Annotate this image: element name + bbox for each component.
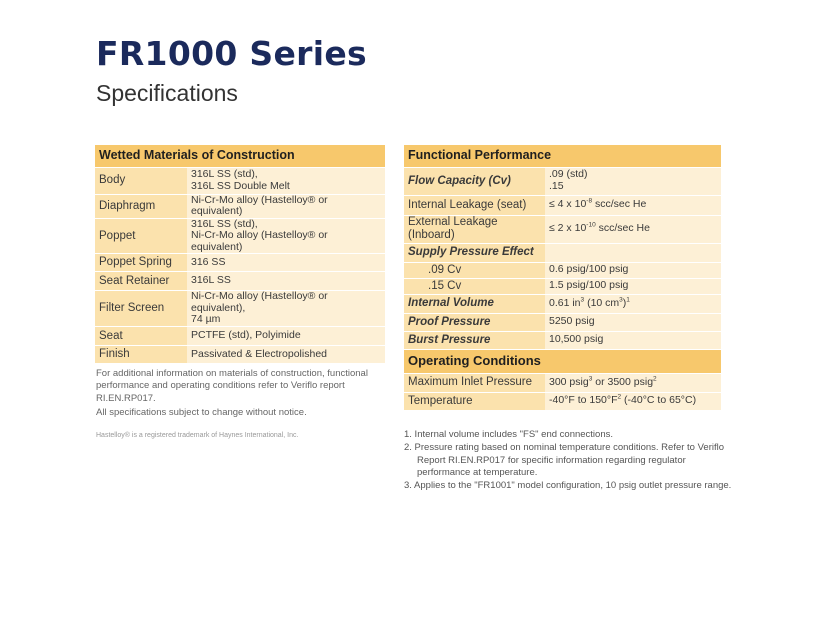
table-row <box>404 294 721 313</box>
row-value <box>545 294 721 313</box>
trademark-note: Hastelloy® is a registered trademark of Haynes International, Inc. <box>96 432 299 439</box>
row-value <box>545 392 721 410</box>
row-value <box>545 373 721 392</box>
table-row <box>404 167 721 195</box>
value-exponent: 3 <box>580 296 585 304</box>
row-value: 10,500 psig <box>545 331 721 349</box>
row-label: Seat <box>95 326 187 345</box>
table-header-row <box>95 145 385 167</box>
row-label: Maximum Inlet Pressure <box>404 373 545 392</box>
row-value: 316L SS (std), Ni-Cr-Mo alloy (Hastelloy® or equivalent) <box>187 218 385 254</box>
value-text: ≤ 4 x 10 <box>549 198 587 211</box>
page-title: FR1000 Series <box>96 34 367 73</box>
row-label: .09 Cv <box>404 262 545 278</box>
value-text: or 3500 psig <box>592 375 654 388</box>
change-notice: All specifications subject to change without notice. <box>96 407 307 418</box>
row-value: 0.6 psig/100 psig <box>545 262 721 278</box>
footnote-item: 2. Pressure rating based on nominal temperature conditions. Refer to Veriflo Report RI.EN.RP017 for specific information regarding regulator performance at temperature. <box>404 442 725 479</box>
value-text: 0.61 in <box>549 296 581 309</box>
operating-conditions-header: Operating Conditions <box>404 349 721 373</box>
footnotes-list <box>404 429 734 494</box>
row-label: Temperature <box>404 392 545 410</box>
row-value: Passivated & Electropolished <box>187 345 385 363</box>
row-value: 316L SS (std), 316L SS Double Melt <box>187 167 385 194</box>
value-text: (-40°C to 65°C) <box>621 394 697 407</box>
row-value: PCTFE (std), Polyimide <box>187 326 385 345</box>
table-row <box>95 167 385 194</box>
row-value: 316 SS <box>187 254 385 272</box>
table-row <box>404 331 721 349</box>
value-text: ≤ 2 x 10 <box>549 222 587 235</box>
additional-info-note: For additional information on materials of construction, functional performance and operating conditions refer to Veriflo report RI.EN.RP017. <box>96 368 368 404</box>
row-label: .15 Cv <box>404 278 545 294</box>
row-label: Poppet <box>95 218 187 254</box>
row-label: Filter Screen <box>95 291 187 327</box>
value-exponent: 3 <box>619 296 623 304</box>
table-row <box>404 392 721 410</box>
value-exponent: -8 <box>586 197 593 205</box>
table-row <box>404 262 721 278</box>
value-text: ) <box>622 296 627 309</box>
value-text: -40°F to 150°F <box>549 394 618 407</box>
functional-performance-table <box>404 145 721 411</box>
row-value: 1.5 psig/100 psig <box>545 278 721 294</box>
footnote-ref: 3 <box>588 375 593 383</box>
row-value <box>545 195 721 215</box>
row-label: Diaphragm <box>95 194 187 218</box>
wetted-materials-header: Wetted Materials of Construction <box>95 145 385 167</box>
table-row <box>404 215 721 243</box>
table-row <box>95 194 385 218</box>
row-label: Seat Retainer <box>95 272 187 291</box>
table-row <box>95 326 385 345</box>
row-value: .09 (std) .15 <box>545 167 721 195</box>
row-label: External Leakage (Inboard) <box>404 215 545 243</box>
row-label: Finish <box>95 345 187 363</box>
table-row <box>95 345 385 363</box>
table-header-row <box>404 145 721 167</box>
row-value: 5250 psig <box>545 313 721 331</box>
wetted-materials-table <box>95 145 385 364</box>
table-row <box>95 254 385 272</box>
table-header-row <box>404 349 721 373</box>
value-text: scc/sec He <box>595 222 650 235</box>
row-label: Proof Pressure <box>404 313 545 331</box>
table-row <box>404 373 721 392</box>
row-value: Ni-Cr-Mo alloy (Hastelloy® or equivalent), 74 µm <box>187 291 385 327</box>
value-exponent: -10 <box>586 221 596 229</box>
table-row <box>404 313 721 331</box>
value-text: (10 cm <box>584 296 620 309</box>
row-label: Internal Leakage (seat) <box>404 195 545 215</box>
row-value: Ni-Cr-Mo alloy (Hastelloy® or equivalent) <box>187 194 385 218</box>
row-label: Flow Capacity (Cv) <box>404 167 545 195</box>
row-label: Internal Volume <box>404 294 545 313</box>
footnote-item: 3. Applies to the "FR1001" model configuration, 10 psig outlet pressure range. <box>404 480 732 492</box>
footnote-ref: 2 <box>617 393 622 401</box>
row-label: Burst Pressure <box>404 331 545 349</box>
row-label: Body <box>95 167 187 194</box>
row-value: 316L SS <box>187 272 385 291</box>
value-text: scc/sec He <box>592 198 647 211</box>
row-label: Supply Pressure Effect <box>404 243 545 262</box>
table-row <box>95 272 385 291</box>
table-row <box>404 278 721 294</box>
table-row <box>95 218 385 254</box>
row-value <box>545 215 721 243</box>
table-row <box>404 243 721 262</box>
page-subtitle: Specifications <box>96 80 238 106</box>
footnote-ref: 1 <box>626 296 630 304</box>
value-text: 300 psig <box>549 375 589 388</box>
functional-performance-header: Functional Performance <box>404 145 721 167</box>
row-label: Poppet Spring <box>95 254 187 272</box>
footnote-item: 1. Internal volume includes "FS" end connections. <box>404 429 613 440</box>
footnote-ref: 2 <box>653 375 657 383</box>
row-value <box>545 243 721 262</box>
table-row <box>95 291 385 327</box>
table-row <box>404 195 721 215</box>
